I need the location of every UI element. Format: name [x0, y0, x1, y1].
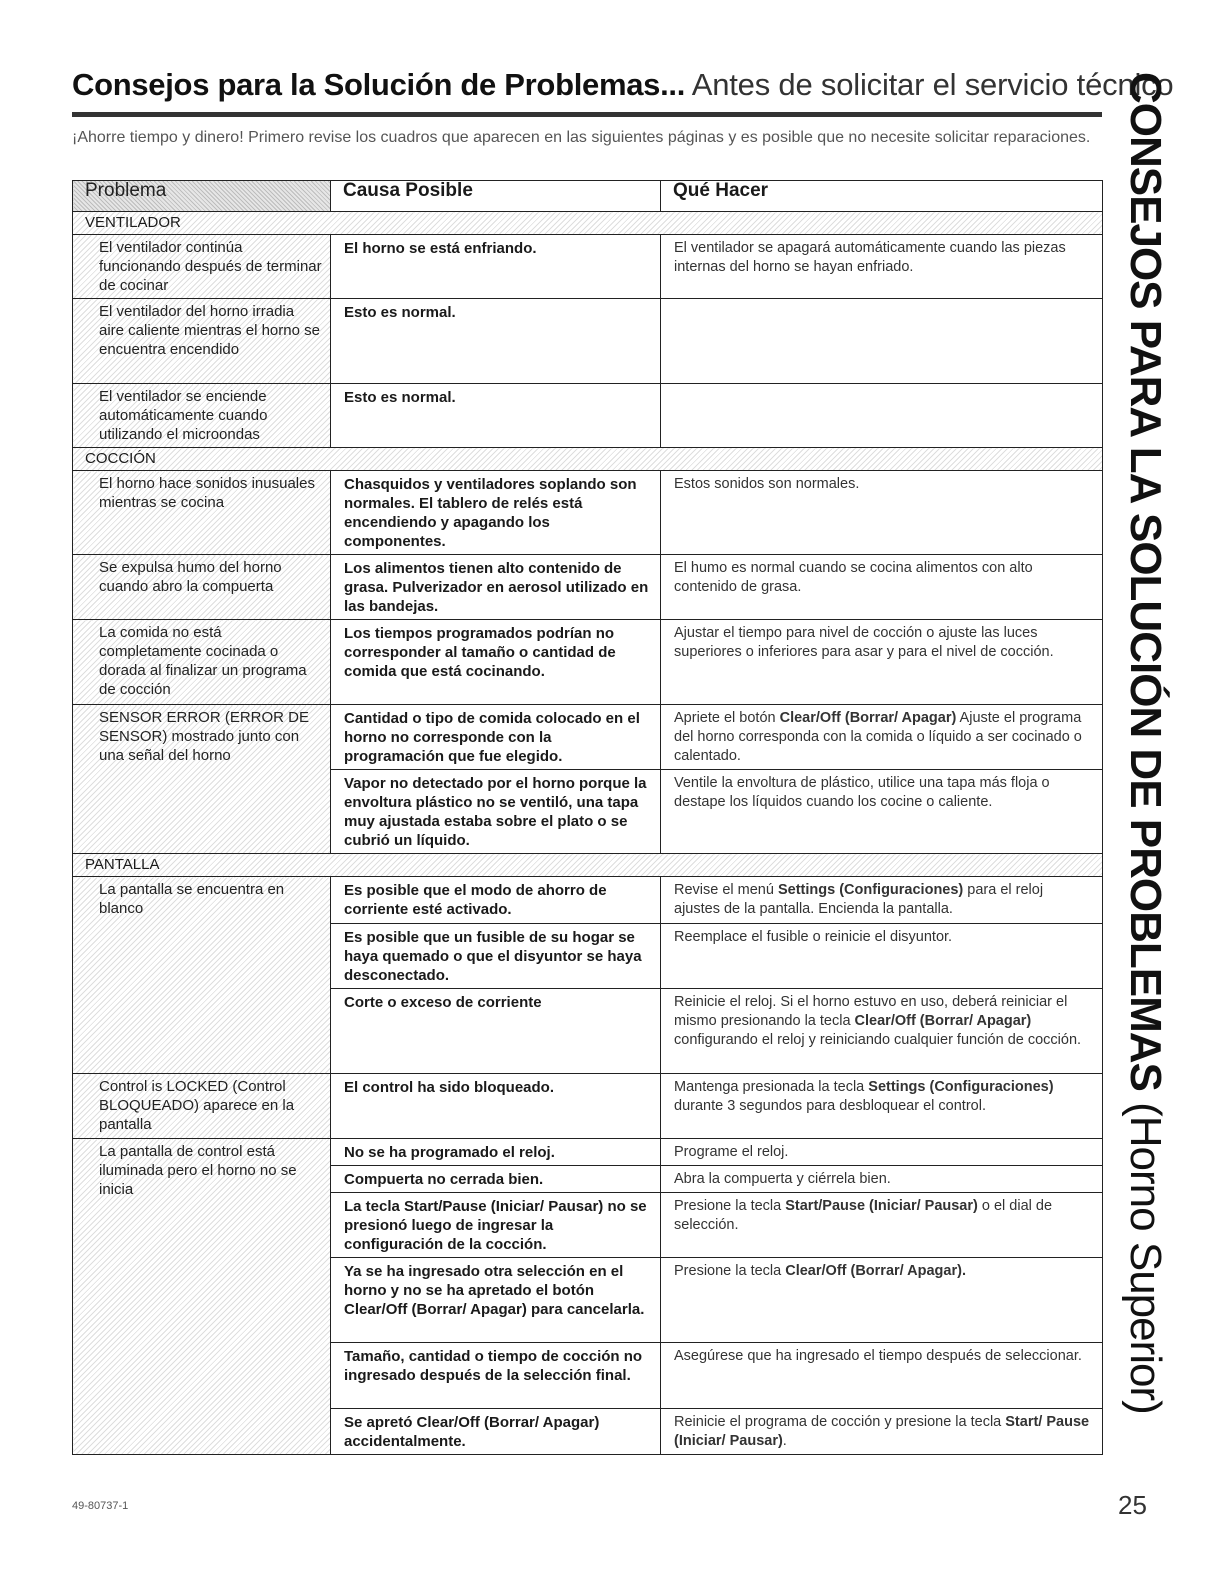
section-label: PANTALLA: [73, 854, 1103, 877]
fix-cell: Reinicie el reloj. Si el horno estuvo en uso, deberá reiniciar el mismo presionando la tecla Clear/Off (Borrar/ Apagar) configurando el reloj y reiniciando cualquier función de cocción.: [661, 989, 1103, 1074]
fix-key: Clear/Off (Borrar/ Apagar): [854, 1013, 1032, 1029]
title-rule: [72, 112, 1102, 117]
fix-cell: El ventilador se apagará automáticamente cuando las piezas internas del horno se hayan enfriado.: [661, 235, 1103, 299]
document-code: 49-80737-1: [72, 1500, 129, 1512]
table-row: [73, 620, 1103, 705]
problem-cell: El ventilador del horno irradia aire caliente mientras el horno se encuentra encendido: [73, 299, 331, 384]
fix-cell: [661, 299, 1103, 384]
fix-key: Start/ Pause (Iniciar/ Pausar): [674, 1414, 1090, 1449]
section-row: [73, 212, 1103, 235]
cause-cell: Los alimentos tienen alto contenido de grasa. Pulverizador en aerosol utilizado en las bandejas.: [331, 555, 661, 620]
problem-cell: La pantalla de control está iluminada pero el horno no se inicia: [73, 1139, 331, 1455]
fix-key: Settings (Configuraciones): [777, 882, 964, 898]
table-row: [73, 471, 1103, 555]
cause-cell: Compuerta no cerrada bien.: [331, 1166, 661, 1193]
problem-cell: SENSOR ERROR (ERROR DE SENSOR) mostrado junto con una señal del horno: [73, 705, 331, 854]
cause-cell: El horno se está enfriando.: [331, 235, 661, 299]
table-row: [73, 1139, 1103, 1166]
table-row: [73, 235, 1103, 299]
section-label: COCCIÓN: [73, 448, 1103, 471]
cause-cell: Es posible que el modo de ahorro de corriente esté activado.: [331, 877, 661, 924]
table-row: [73, 555, 1103, 620]
section-row: [73, 854, 1103, 877]
problem-cell: El ventilador continúa funcionando después de terminar de cocinar: [73, 235, 331, 299]
page-title-bold: Consejos para la Solución de Problemas...: [72, 67, 686, 102]
fix-cell: Ventile la envoltura de plástico, utilice una tapa más floja o destape los líquidos cuando los cocine o caliente.: [661, 770, 1103, 854]
troubleshooting-table: [72, 180, 1103, 1455]
fix-cell: Ajustar el tiempo para nivel de cocción o ajuste las luces superiores o inferiores para asar y para el nivel de cocción.: [661, 620, 1103, 705]
cause-cell: Vapor no detectado por el horno porque la envoltura plástico no se ventiló, una tapa muy ajustada estaba sobre el plato o se cubrió un líquido.: [331, 770, 661, 854]
fix-cell: Estos sonidos son normales.: [661, 471, 1103, 555]
fix-cell: El humo es normal cuando se cocina alimentos con alto contenido de grasa.: [661, 555, 1103, 620]
cause-cell: Esto es normal.: [331, 299, 661, 384]
col-header-cause: Causa Posible: [331, 181, 661, 212]
fix-cell: [661, 384, 1103, 448]
fix-cell: Revise el menú Settings (Configuraciones) para el reloj ajustes de la pantalla. Encienda la pantalla.: [661, 877, 1103, 924]
page-number: 25: [1118, 1490, 1147, 1520]
cause-cell: Ya se ha ingresado otra selección en el horno y no se ha apretado el botón Clear/Off (Borrar/ Apagar) para cancelarla.: [331, 1258, 661, 1343]
cause-cell: Es posible que un fusible de su hogar se haya quemado o que el disyuntor se haya desconectado.: [331, 924, 661, 989]
page-title: [72, 66, 1174, 104]
cause-cell: Esto es normal.: [331, 384, 661, 448]
section-label: VENTILADOR: [73, 212, 1103, 235]
fix-key: Clear/Off (Borrar/ Apagar).: [785, 1263, 966, 1279]
cause-cell: Cantidad o tipo de comida colocado en el horno no corresponde con la programación que fue elegido.: [331, 705, 661, 770]
intro-text: ¡Ahorre tiempo y dinero! Primero revise los cuadros que aparecen en las siguientes páginas y es posible que no necesite solicitar reparaciones.: [72, 129, 1091, 146]
cause-cell: La tecla Start/Pause (Iniciar/ Pausar) no se presionó luego de ingresar la configuración de la cocción.: [331, 1193, 661, 1258]
cause-cell: Se apretó Clear/Off (Borrar/ Apagar) accidentalmente.: [331, 1409, 661, 1455]
fix-key: Clear/Off (Borrar/ Apagar): [779, 710, 957, 726]
table-row: [73, 877, 1103, 924]
cause-cell: El control ha sido bloqueado.: [331, 1074, 661, 1139]
col-header-fix: Qué Hacer: [661, 181, 1103, 212]
side-title-bold: CONSEJOS PARA LA SOLUCIÓN DE PROBLEMAS: [1121, 72, 1170, 1091]
fix-cell: Asegúrese que ha ingresado el tiempo después de seleccionar.: [661, 1343, 1103, 1409]
fix-cell: Mantenga presionada la tecla Settings (Configuraciones) durante 3 segundos para desbloquear el control.: [661, 1074, 1103, 1139]
cause-cell: Corte o exceso de corriente: [331, 989, 661, 1074]
table-row: [73, 384, 1103, 448]
side-title-normal: (Horno Superior): [1121, 1090, 1170, 1414]
problem-cell: La comida no está completamente cocinada o dorada al finalizar un programa de cocción: [73, 620, 331, 705]
fix-cell: Abra la compuerta y ciérrela bien.: [661, 1166, 1103, 1193]
problem-cell: Control is LOCKED (Control BLOQUEADO) aparece en la pantalla: [73, 1074, 331, 1139]
cause-cell: Chasquidos y ventiladores soplando son normales. El tablero de relés está encendiendo y apagando los componentes.: [331, 471, 661, 555]
section-row: [73, 448, 1103, 471]
fix-cell: Apriete el botón Clear/Off (Borrar/ Apagar) Ajuste el programa del horno corresponda con la comida o líquido a ser cocinado o calentado.: [661, 705, 1103, 770]
problem-cell: La pantalla se encuentra en blanco: [73, 877, 331, 1074]
fix-key: Start/Pause (Iniciar/ Pausar): [785, 1198, 978, 1214]
cause-cell: Los tiempos programados podrían no corresponder al tamaño o cantidad de comida que está cocinando.: [331, 620, 661, 705]
table-header-row: [73, 181, 1103, 212]
col-header-problem: Problema: [73, 181, 331, 212]
side-title: [1115, 72, 1175, 1482]
fix-cell: Programe el reloj.: [661, 1139, 1103, 1166]
fix-cell: Presione la tecla Start/Pause (Iniciar/ Pausar) o el dial de selección.: [661, 1193, 1103, 1258]
problem-cell: El ventilador se enciende automáticamente cuando utilizando el microondas: [73, 384, 331, 448]
cause-cell: Tamaño, cantidad o tiempo de cocción no ingresado después de la selección final.: [331, 1343, 661, 1409]
cause-cell: No se ha programado el reloj.: [331, 1139, 661, 1166]
table-row: [73, 299, 1103, 384]
problem-cell: Se expulsa humo del horno cuando abro la compuerta: [73, 555, 331, 620]
page-title-light: Antes de solicitar el servicio técnico: [685, 67, 1174, 102]
fix-cell: Reemplace el fusible o reinicie el disyuntor.: [661, 924, 1103, 989]
fix-cell: Reinicie el programa de cocción y presione la tecla Start/ Pause (Iniciar/ Pausar).: [661, 1409, 1103, 1455]
fix-key: Settings (Configuraciones): [868, 1079, 1054, 1095]
table-row: [73, 705, 1103, 770]
table-row: [73, 1074, 1103, 1139]
fix-cell: Presione la tecla Clear/Off (Borrar/ Apagar).: [661, 1258, 1103, 1343]
problem-cell: El horno hace sonidos inusuales mientras se cocina: [73, 471, 331, 555]
